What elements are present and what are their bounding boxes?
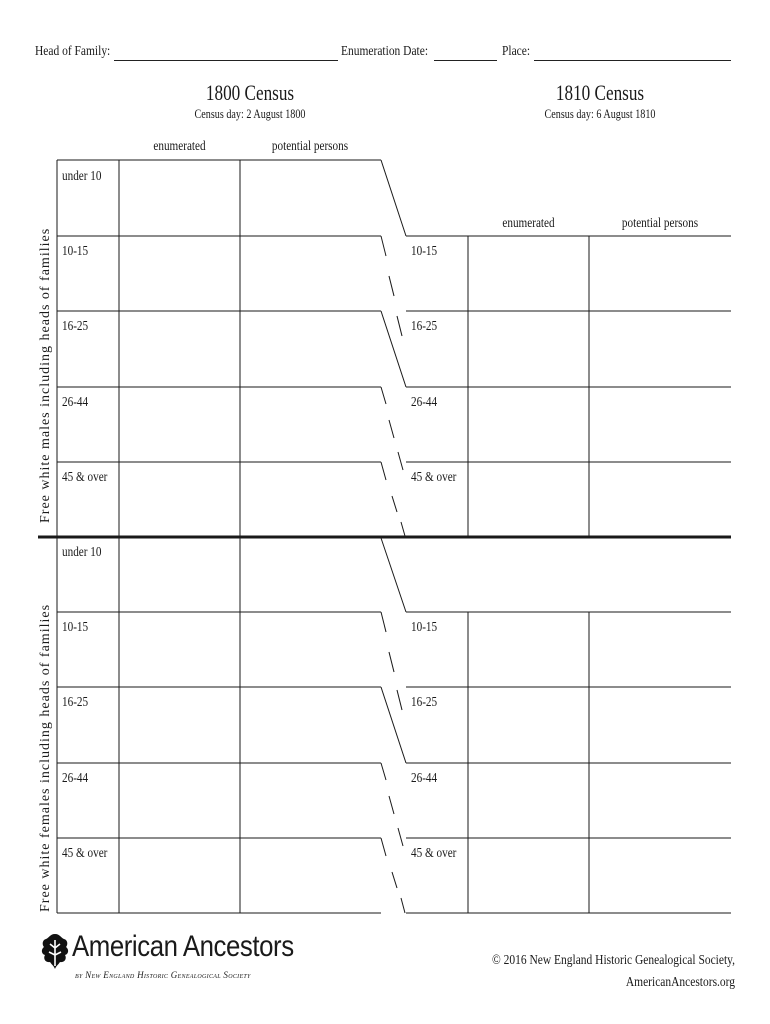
place-label: Place: [502, 44, 531, 59]
logo-subtitle: by New England Historic Genealogical Society [75, 970, 251, 980]
census-1800-title: 1800 Census [205, 80, 295, 105]
copyright-text: © 2016 New England Historic Genealogical Society, [492, 953, 735, 968]
age-label-1810: 26-44 [411, 771, 438, 786]
oak-leaf-logo-icon [40, 932, 70, 970]
age-label-1800: 26-44 [62, 395, 89, 410]
age-label-1800: under 10 [62, 545, 102, 560]
females-section-label: Free white females including heads of families [38, 603, 53, 912]
age-label-1810: 45 & over [411, 846, 457, 861]
census-1810-subtitle: Census day: 6 August 1810 [544, 106, 656, 121]
census-1810-title: 1810 Census [555, 80, 645, 105]
age-label-1800: 45 & over [62, 470, 108, 485]
males-section-label: Free white males including heads of families [38, 227, 53, 523]
age-label-1800: 16-25 [62, 319, 89, 334]
age-label-1800: 45 & over [62, 846, 108, 861]
age-label-1810: 10-15 [411, 244, 438, 259]
age-label-1810: 45 & over [411, 470, 457, 485]
age-label-1800: 10-15 [62, 244, 89, 259]
head-of-family-label: Head of Family: [35, 44, 111, 59]
age-label-1800: under 10 [62, 169, 102, 184]
website-link[interactable]: AmericanAncestors.org [625, 975, 735, 990]
census-1800-subtitle: Census day: 2 August 1800 [194, 106, 306, 121]
col-potential-1810: potential persons [621, 216, 699, 231]
col-enumerated-1800: enumerated [153, 139, 206, 154]
age-label-1800: 10-15 [62, 620, 89, 635]
age-label-1800: 16-25 [62, 695, 89, 710]
enumeration-date-label: Enumeration Date: [341, 44, 429, 59]
age-label-1800: 26-44 [62, 771, 89, 786]
col-potential-1800: potential persons [271, 139, 349, 154]
age-label-1810: 16-25 [411, 695, 438, 710]
age-label-1810: 10-15 [411, 620, 438, 635]
age-label-1810: 26-44 [411, 395, 438, 410]
age-label-1810: 16-25 [411, 319, 438, 334]
logo-name: American Ancestors [72, 930, 294, 963]
col-enumerated-1810: enumerated [502, 216, 555, 231]
